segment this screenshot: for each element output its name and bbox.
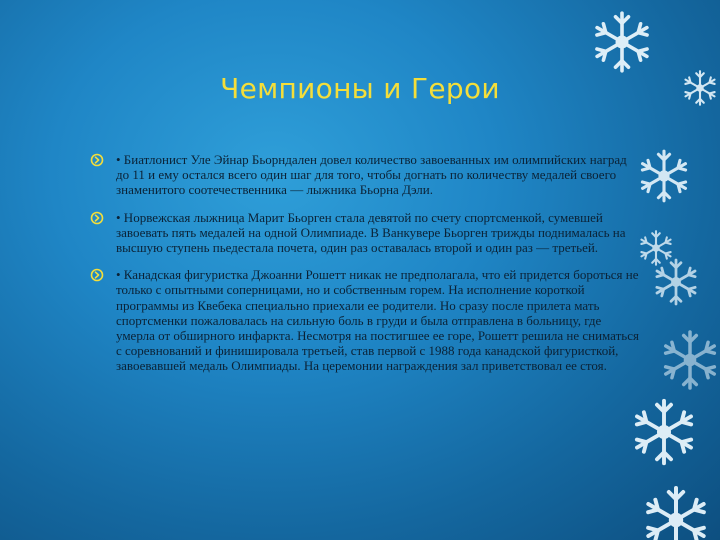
list-item-text: • Биатлонист Уле Эйнар Бьорндален довел количество завоеванных им олимпийских наград до 11 и ему остался всего один шаг для того, чтобы догнать по количеству медалей своего знаменитого соотечественника — лыжника Бьорна Дэли. (116, 152, 627, 198)
arrow-bullet-icon (90, 153, 104, 167)
bullet-list (90, 152, 640, 386)
list-item-text: • Канадская фигуристка Джоанни Рошетт никак не предполагала, что ей придется бороться не только с опытными соперницами, но и собственным горем. На исполнение короткой программы из Квебека специально приехали ее родители. Но сразу после прилета мать спортсменки пожаловалась на сильную боль в груди и была отправлена в больницу, где умерла от обширного инфаркта. Несмотря на постигшее ее горе, Рошетт решила не сниматься с соревнований и финишировала третьей, став первой с 1988 года канадской фигуристкой, завоевавшей медаль Олимпиады. На церемонии награждения зал приветствовал ее стоя. (116, 267, 639, 374)
list-item (90, 210, 640, 256)
list-item-text: • Норвежская лыжница Марит Бьорген стала девятой по счету спортсменкой, сумевшей завоевать пять медалей на одной Олимпиаде. В Ванкувере Бьорген трижды поднималась на высшую ступень пьедестала почета, один раз оставалась второй и один раз — третьей. (116, 209, 626, 256)
arrow-bullet-icon (90, 211, 104, 225)
slide-title: Чемпионы и Герои (220, 72, 500, 105)
list-item (90, 267, 640, 373)
list-item (90, 152, 640, 198)
arrow-bullet-icon (90, 268, 104, 282)
